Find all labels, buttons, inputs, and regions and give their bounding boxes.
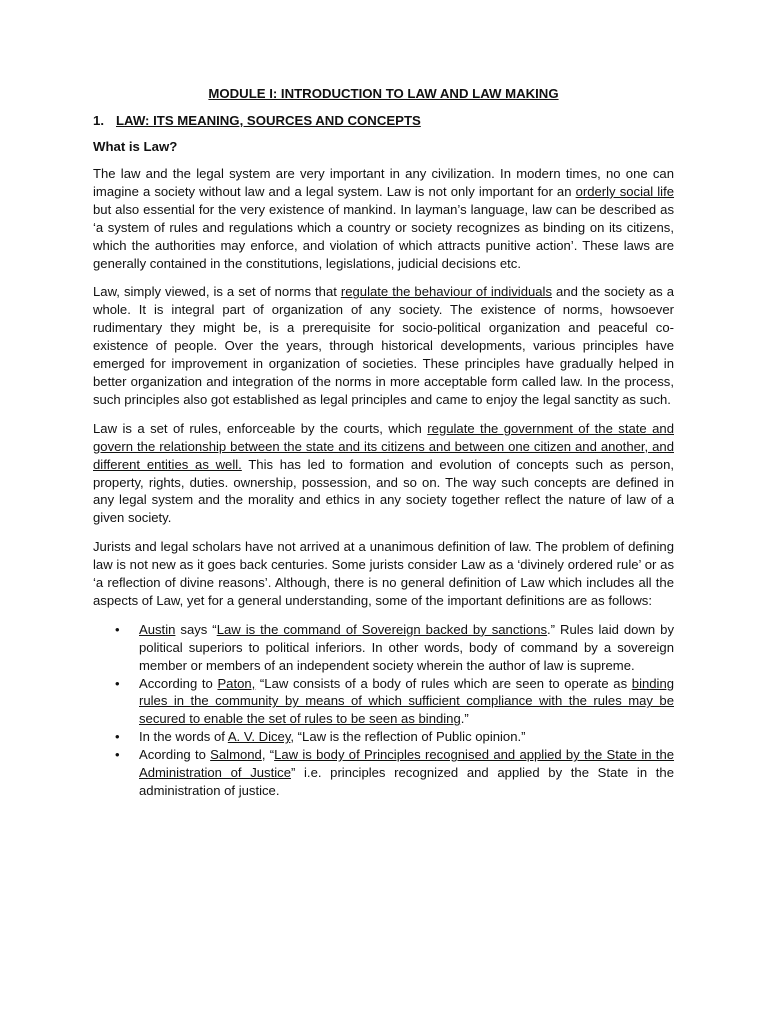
section-heading [93,113,674,128]
paragraph-2 [93,283,674,408]
para1-underlined: orderly social life [575,183,675,199]
bullet-icon: • [115,747,120,763]
definition-quote: Law is body of Principles recognised and applied by the State in the Administration of Justice [139,747,675,781]
document-page [93,86,674,800]
para1-text-c: but also essential for the very existence of mankind. In layman’s language, law can be described as ‘a system of rules and regulations which a country or society recognizes as binding on its citizens, which the authorities may enforce, and violation of which attracts punitive action’. These laws are generally contained in the constitutions, legislations, judicial decisions etc. [93,201,674,271]
paragraph-4: Jurists and legal scholars have not arrived at a unanimous definition of law. The problem of defining law is not new as it goes back centuries. Some jurists consider Law as a ‘divinely ordered rule’ or as ‘a reflection of divine reasons’. Although, there is no general definition of Law which includes all the aspects of Law, yet for a general understanding, some of the important definitions are as follows: [93,539,674,608]
paragraph-3 [93,420,674,527]
definition-author: Austin [139,621,176,637]
module-title: MODULE I: INTRODUCTION TO LAW AND LAW MAKING [208,86,559,101]
definition-quote: Law is the command of Sovereign backed by sanctions [216,621,548,637]
list-item: • Austin says “Law is the command of Sovereign backed by sanctions.” Rules laid down by political superiors to political inferiors. In other words, body of command by a sovereign member or members of an independent society wherein the author of law is supreme. [115,621,675,673]
definitions-list [93,621,674,800]
definition-quote: binding rules in the community by means of which sufficient compliance with the rules may be secured to enable the set of rules to be seen as binding [139,675,675,727]
list-item: • Acording to Salmond, “Law is body of Principles recognised and applied by the State in the Administration of Justice” i.e. principles recognized and applied by the State in the administration of justice. [115,747,675,798]
para3-underlined: regulate the government of the state and govern the relationship between the state and its citizens and between one citizen and another, and different entities as well. [93,420,674,472]
section-title: LAW: ITS MEANING, SOURCES AND CONCEPTS [116,113,421,128]
para2-text-a: Law, simply viewed, is a set of norms that [93,284,341,300]
bullet-icon: • [115,675,120,691]
para2-underlined: regulate the behaviour of individuals [340,284,553,300]
definition-author: Paton, [217,675,256,691]
paragraph-1 [93,165,674,272]
list-item: • According to Paton, “Law consists of a body of rules which are seen to operate as binding rules in the community by means of which sufficient compliance with the rules may be secured to enable the set of rules to be seen as binding.” [115,675,675,727]
bullet-icon: • [115,729,120,745]
para3-text-c: This has led to formation and evolution of concepts such as person, property, rights, duties. ownership, possession, and so on. The way such concepts are defined in any legal system and the morality and ethics in any society together reflect the nature of law of a given society. [93,456,674,526]
para2-text-c: and the society as a whole. It is integral part of organization of any society. The existence of norms, howsoever rudimentary they might be, is a prerequisite for socio-political organization and peaceful co-existence of people. Over the years, through historical developments, various principles have emerged for improvement in organization of societies. These principles have gradually helped in better organization and integration of the norms in more acceptable form called law. In the process, such principles also got established as legal principles and came to enjoy the legal sanctity as such. [93,284,674,407]
subheading-what-is-law: What is Law? [93,139,178,154]
section-number: 1. [93,113,104,128]
bullet-icon: • [115,621,120,637]
list-item: • In the words of A. V. Dicey, “Law is the reflection of Public opinion.” [115,729,526,745]
definition-author: A. V. Dicey [227,729,291,745]
para3-text-a: Law is a set of rules, enforceable by the courts, which [93,420,428,436]
definition-author: Salmond [210,747,262,763]
para1-text-a: The law and the legal system are very important in any civilization. In modern times, no one can imagine a society without law and a legal system. Law is not only important for an [93,166,674,199]
